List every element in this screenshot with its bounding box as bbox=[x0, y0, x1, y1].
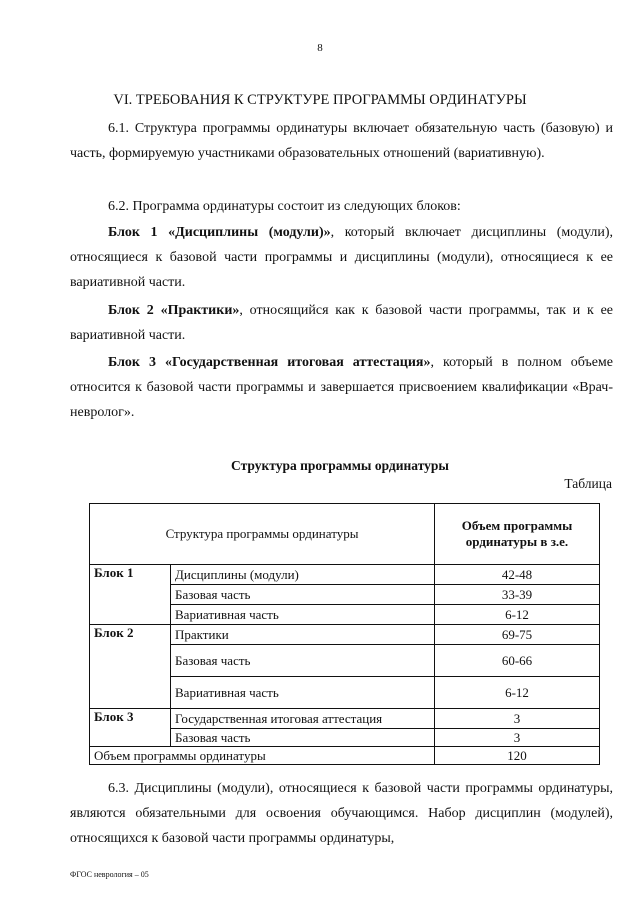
row-name: Государственная итоговая аттестация bbox=[171, 709, 435, 729]
section-heading: VI. ТРЕБОВАНИЯ К СТРУКТУРЕ ПРОГРАММЫ ОРДИНАТУРЫ bbox=[113, 92, 527, 108]
paragraph-6-3: 6.3. Дисциплины (модули), относящиеся к базовой части программы ординатуры, являются обязательными для освоения обучающимся. Набор дисциплин (модулей), относящихся к базовой части программы ординатуры, bbox=[70, 781, 613, 846]
row-value: 60-66 bbox=[435, 645, 600, 677]
row-name: Базовая часть bbox=[171, 729, 435, 747]
table-label: Таблица bbox=[564, 476, 612, 491]
row-value: 42-48 bbox=[435, 565, 600, 585]
table-header-row bbox=[90, 504, 600, 565]
page-number: 8 bbox=[317, 42, 323, 54]
total-value: 120 bbox=[435, 747, 600, 765]
row-name: Дисциплины (модули) bbox=[171, 565, 435, 585]
block-2-description: , относящийся как к базовой части программы, так и к ее вариативной части. bbox=[70, 303, 613, 343]
block-3-description: , который в полном объеме относится к базовой части программы и завершается присвоением квалификации «Врач-невролог». bbox=[70, 355, 613, 420]
block-cell: Блок 2 bbox=[90, 625, 171, 709]
block-1-name: Блок 1 «Дисциплины (модули)» bbox=[108, 225, 331, 240]
table-row bbox=[90, 565, 600, 585]
block-cell: Блок 1 bbox=[90, 565, 171, 625]
total-label: Объем программы ординатуры bbox=[90, 747, 435, 765]
row-name: Базовая часть bbox=[171, 585, 435, 605]
row-name: Вариативная часть bbox=[171, 677, 435, 709]
header-volume: Объем программы ординатуры в з.е. bbox=[435, 504, 600, 565]
row-value: 6-12 bbox=[435, 605, 600, 625]
footer-note: ФГОС неврология – 05 bbox=[70, 870, 149, 879]
structure-table bbox=[89, 503, 600, 765]
block-3-name: Блок 3 «Государственная итоговая аттестация» bbox=[108, 355, 431, 370]
paragraph-block-2 bbox=[70, 298, 613, 348]
row-value: 3 bbox=[435, 709, 600, 729]
table-row bbox=[90, 625, 600, 645]
paragraph-block-3 bbox=[70, 350, 613, 425]
row-name: Практики bbox=[171, 625, 435, 645]
table-title: Структура программы ординатуры bbox=[231, 458, 449, 473]
row-name: Вариативная часть bbox=[171, 605, 435, 625]
paragraph-block-1 bbox=[70, 220, 613, 295]
row-name: Базовая часть bbox=[171, 645, 435, 677]
row-value: 6-12 bbox=[435, 677, 600, 709]
paragraph-6-2: 6.2. Программа ординатуры состоит из следующих блоков: bbox=[108, 199, 461, 214]
row-value: 3 bbox=[435, 729, 600, 747]
block-cell: Блок 3 bbox=[90, 709, 171, 747]
row-value: 69-75 bbox=[435, 625, 600, 645]
table-row bbox=[90, 709, 600, 729]
paragraph-6-1: 6.1. Структура программы ординатуры включает обязательную часть (базовую) и часть, формируемую участниками образовательных отношений (вариативную). bbox=[70, 121, 613, 161]
row-value: 33-39 bbox=[435, 585, 600, 605]
block-1-description: , который включает дисциплины (модули), относящиеся к базовой части программы и дисциплины (модули), относящиеся к ее вариативной части. bbox=[70, 225, 613, 290]
header-structure: Структура программы ординатуры bbox=[90, 504, 435, 565]
block-2-name: Блок 2 «Практики» bbox=[108, 303, 240, 318]
table-total-row bbox=[90, 747, 600, 765]
